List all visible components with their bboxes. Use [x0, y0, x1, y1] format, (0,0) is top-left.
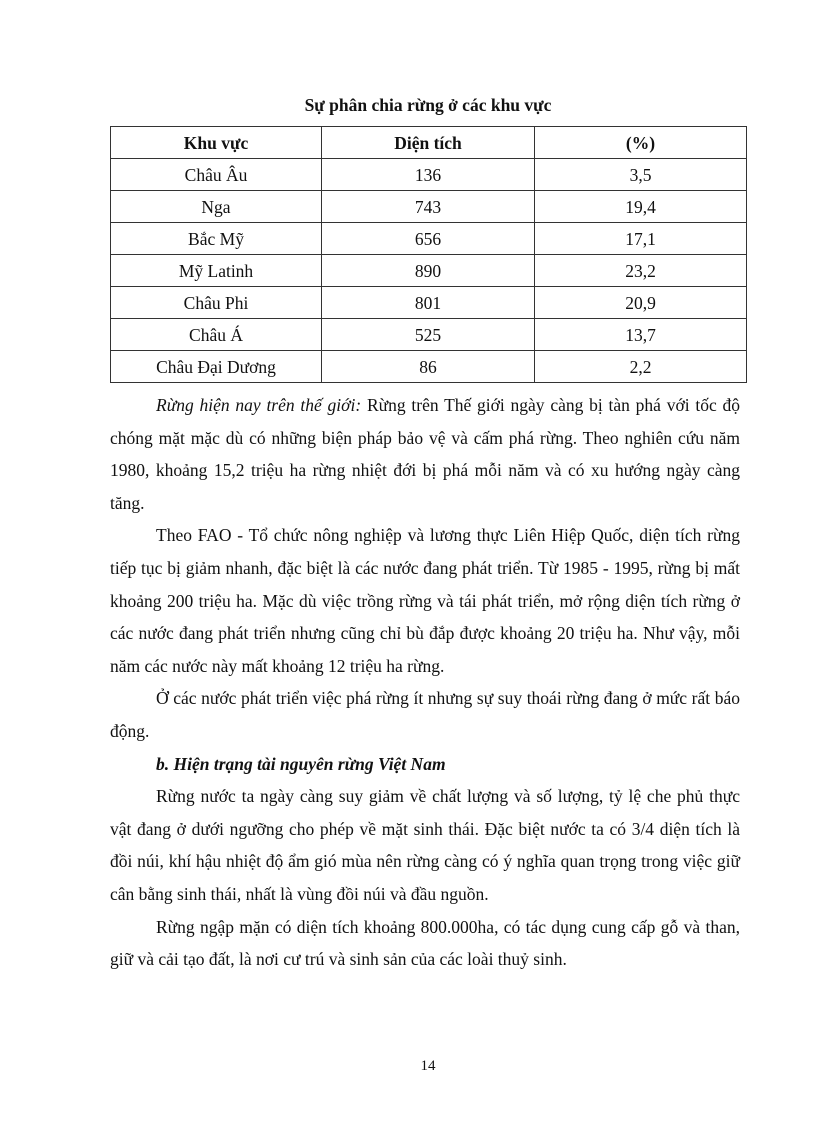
paragraph-fao: Theo FAO - Tổ chức nông nghiệp và lương thực Liên Hiệp Quốc, diện tích rừng tiếp tục bị giảm nhanh, đặc biệt là các nước đang phát triển. Từ 1985 - 1995, rừng bị mất khoảng 200 triệu ha. Mặc dù việc trồng rừng và tái phát triển, mở rộng diện tích rừng ở các nước đang phát triển nhưng cũng chỉ bù đắp được khoảng 20 triệu ha. Như vậy, mỗi năm các nước này mất khoảng 12 triệu ha rừng.: [110, 525, 740, 676]
cell-area: 525: [322, 319, 535, 351]
cell-percent: 23,2: [535, 255, 747, 287]
header-percent: (%): [535, 127, 747, 159]
cell-region: Nga: [111, 191, 322, 223]
cell-region: Bắc Mỹ: [111, 223, 322, 255]
cell-area: 890: [322, 255, 535, 287]
cell-percent: 2,2: [535, 351, 747, 383]
cell-region: Châu Đại Dương: [111, 351, 322, 383]
table-row: [111, 159, 747, 191]
cell-percent: 3,5: [535, 159, 747, 191]
paragraph-vietnam-forests: Rừng nước ta ngày càng suy giảm về chất lượng và số lượng, tỷ lệ che phủ thực vật đang ở dưới ngưỡng cho phép về mặt sinh thái. Đặc biệt nước ta có 3/4 diện tích là đồi núi, khí hậu nhiệt độ ẩm gió mùa nên rừng càng có ý nghĩa quan trọng trong việc giữ cân bằng sinh thái, nhất là vùng đồi núi và đầu nguồn.: [110, 786, 740, 904]
cell-region: Châu Âu: [111, 159, 322, 191]
cell-region: Mỹ Latinh: [111, 255, 322, 287]
cell-region: Châu Á: [111, 319, 322, 351]
body-text: [110, 389, 740, 976]
page-number: 14: [420, 1058, 436, 1074]
paragraph-text: Rừng trên Thế giới ngày càng bị tàn phá với tốc độ chóng mặt mặc dù có những biện pháp bảo vệ và cấm phá rừng. Theo nghiên cứu năm 1980, khoảng 15,2 triệu ha rừng nhiệt đới bị phá mỗi năm và có xu hướng ngày càng tăng.: [110, 395, 740, 513]
header-region: Khu vực: [111, 127, 322, 159]
table-row: [111, 223, 747, 255]
table-row: [111, 319, 747, 351]
table-row: [111, 287, 747, 319]
table-title: Sự phân chia rừng ở các khu vực: [304, 95, 552, 115]
cell-region: Châu Phi: [111, 287, 322, 319]
cell-area: 136: [322, 159, 535, 191]
section-heading: b. Hiện trạng tài nguyên rừng Việt Nam: [156, 753, 446, 774]
table-row: [111, 191, 747, 223]
table-row: [111, 255, 747, 287]
paragraph-developed-countries: Ở các nước phát triển việc phá rừng ít nhưng sự suy thoái rừng đang ở mức rất báo động.: [110, 688, 740, 741]
cell-area: 801: [322, 287, 535, 319]
paragraph-world-forests: [110, 389, 740, 519]
table-row: [111, 351, 747, 383]
cell-percent: 19,4: [535, 191, 747, 223]
table-header-row: [111, 127, 747, 159]
cell-area: 86: [322, 351, 535, 383]
cell-percent: 13,7: [535, 319, 747, 351]
cell-area: 656: [322, 223, 535, 255]
cell-percent: 17,1: [535, 223, 747, 255]
cell-area: 743: [322, 191, 535, 223]
paragraph-lead: Rừng hiện nay trên thế giới:: [156, 395, 362, 415]
header-area: Diện tích: [322, 127, 535, 159]
paragraph-mangroves: Rừng ngập mặn có diện tích khoảng 800.000ha, có tác dụng cung cấp gỗ và than, giữ và cải tạo đất, là nơi cư trú và sinh sản của các loài thuỷ sinh.: [110, 916, 740, 970]
forest-distribution-table: [110, 126, 747, 383]
cell-percent: 20,9: [535, 287, 747, 319]
